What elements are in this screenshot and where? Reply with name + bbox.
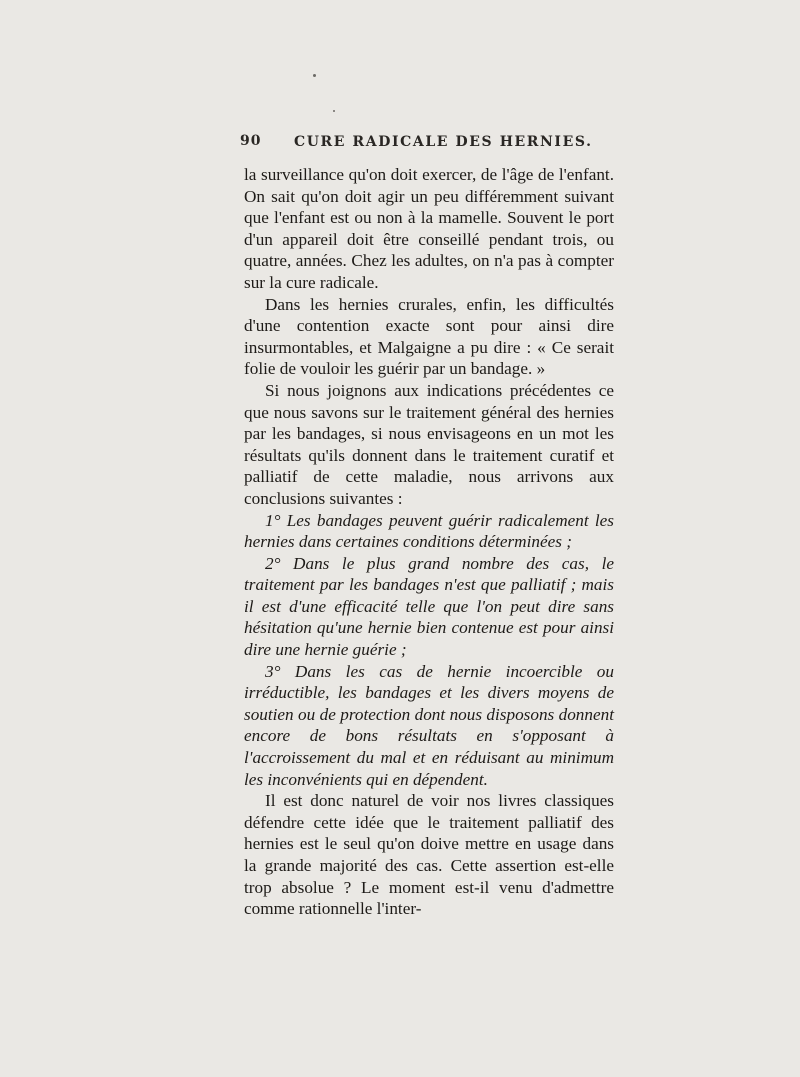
paper-speck-mark (313, 74, 316, 77)
body-text (244, 164, 614, 920)
conclusion-item: 3° Dans les cas de hernie incoercible ou irréductible, les bandages et les divers moyens de soutien ou de protection dont nous disposons donnent encore de bons résultats en s'opposant à l'accroissement du mal et en réduisant au minimum les inconvénients qui en dépendent. (244, 661, 614, 789)
conclusion-item: 2° Dans le plus grand nombre des cas, le traitement par les bandages n'est que palliatif ; mais il est d'une efficacité telle que l'on peut dire sans hésitation qu'une hernie bien contenue est pour ainsi dire une hernie guérie ; (244, 553, 614, 660)
paragraph: Si nous joignons aux indications précédentes ce que nous savons sur le traitement général des hernies par les bandages, si nous envisageons en un mot les résultats qu'ils donnent dans le traitement curatif et palliatif de cette maladie, nous arrivons aux conclusions suivantes : (244, 380, 614, 508)
conclusion-item: 1° Les bandages peuvent guérir radicalement les hernies dans certaines conditions déterminées ; (244, 510, 614, 552)
paragraph: la surveillance qu'on doit exercer, de l'âge de l'enfant. On sait qu'on doit agir un peu différemment suivant que l'enfant est ou non à la mamelle. Souvent le port d'un appareil doit être conseillé pendant trois, ou quatre, années. Chez les adultes, on n'a pas à compter sur la cure radicale. (244, 165, 614, 292)
paragraph: Dans les hernies crurales, enfin, les difficultés d'une contention exacte sont pour ainsi dire insurmontables, et Malgaigne a pu dire : « Ce serait folie de vouloir les guérir par un bandage. » (244, 294, 614, 379)
running-title: CURE RADICALE DES HERNIES. (294, 134, 593, 150)
page-number: 90 (240, 133, 262, 149)
paragraph: Il est donc naturel de voir nos livres classiques défendre cette idée que le traitement palliatif des hernies est le seul qu'on doive mettre en usage dans la grande majorité des cas. Cette assertion est-elle trop absolue ? Le moment est-il venu d'admettre comme rationnelle l'inter- (244, 791, 614, 919)
page-header (240, 133, 610, 153)
paper-speck-mark (333, 110, 335, 112)
